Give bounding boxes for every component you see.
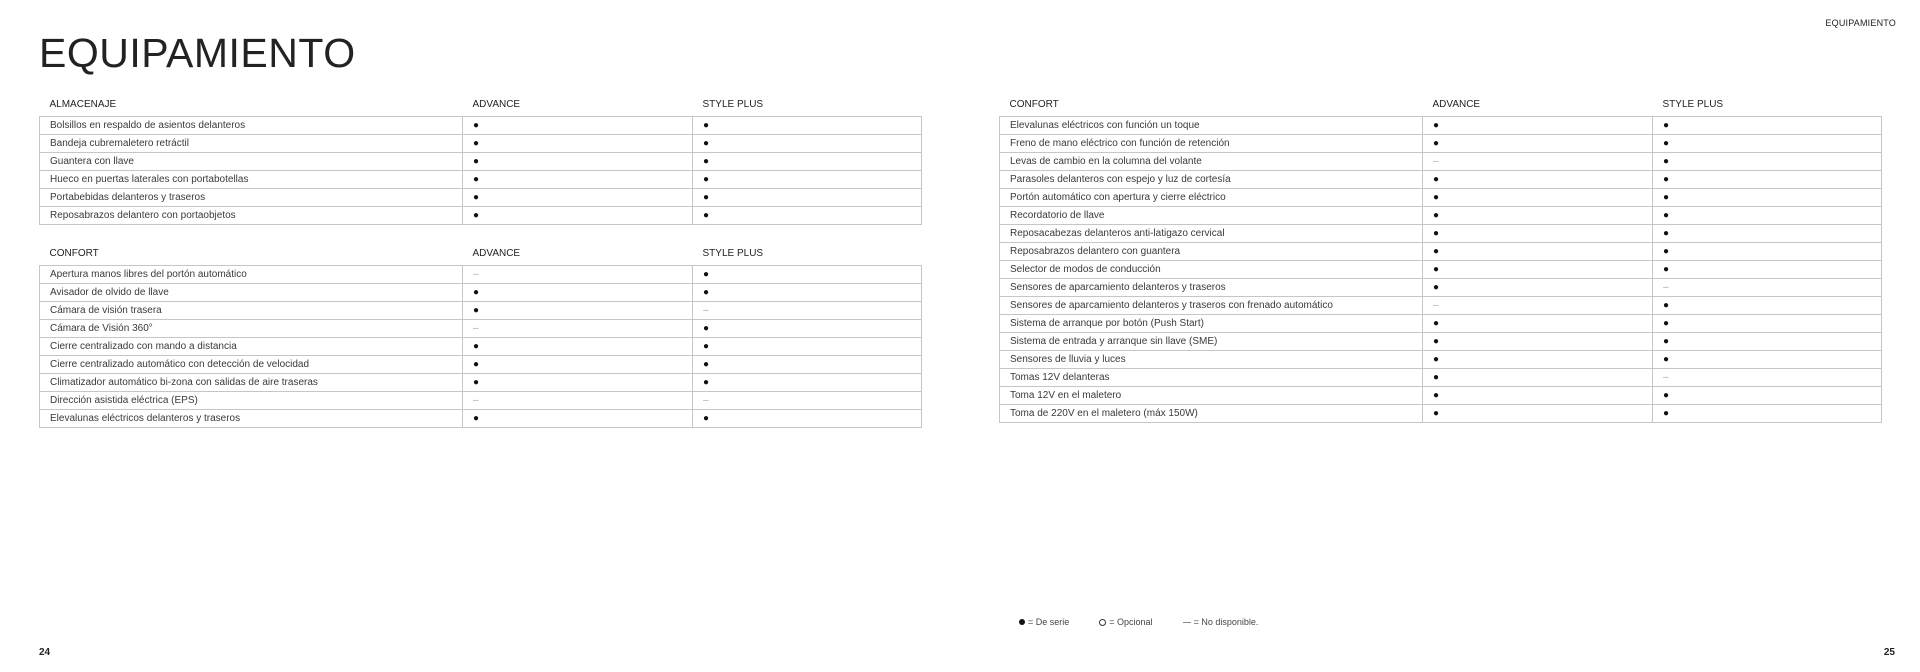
table-row [1000,332,1882,350]
feature-name: Portón automático con apertura y cierre eléctrico [1000,188,1423,206]
dash-icon [1183,622,1191,623]
standard-mark: ● [703,323,710,334]
table-row [1000,386,1882,404]
standard-mark: ● [1663,155,1670,167]
style-plus-availability [1653,116,1882,134]
style-plus-availability [1653,242,1882,260]
advance-availability [1423,404,1653,422]
style-plus-availability [1653,260,1882,278]
standard-mark: ● [1663,299,1670,311]
feature-name: Levas de cambio en la columna del volante [1000,152,1423,170]
standard-mark: ● [1433,227,1440,239]
feature-name: Hueco en puertas laterales con portabotellas [40,170,463,188]
standard-mark: ● [1663,389,1670,401]
standard-mark: ● [703,413,710,424]
feature-name: Sistema de entrada y arranque sin llave (SME) [1000,332,1423,350]
table-row [40,284,922,302]
feature-name: Sensores de aparcamiento delanteros y traseros con frenado automático [1000,296,1423,314]
style-plus-availability [1653,206,1882,224]
unavailable-mark: – [1663,281,1669,293]
feature-name: Cámara de visión trasera [40,302,463,320]
table-row [40,170,922,188]
column-header-advance: ADVANCE [472,98,521,110]
table-title: ALMACENAJE [49,98,117,110]
feature-name: Bandeja cubremaletero retráctil [40,134,463,152]
table-row [1000,188,1882,206]
style-plus-availability [1653,386,1882,404]
standard-mark: ● [1663,137,1670,149]
advance-availability [1423,314,1653,332]
style-plus-availability [1653,314,1882,332]
standard-mark: ● [473,191,480,203]
style-plus-availability [693,356,922,374]
style-plus-availability [693,374,922,392]
page-title: EQUIPAMIENTO [39,30,356,76]
advance-availability [463,356,693,374]
style-plus-availability [693,338,922,356]
legend-unavailable-label: = No disponible. [1193,617,1259,627]
style-plus-availability [1653,278,1882,296]
standard-mark: ● [1663,407,1670,419]
standard-mark: ● [473,287,480,298]
advance-availability [1423,278,1653,296]
advance-availability [463,116,693,134]
advance-availability [463,152,693,170]
feature-name: Reposabrazos delantero con guantera [1000,242,1423,260]
standard-mark: ● [1663,173,1670,185]
advance-availability [463,392,693,410]
open-circle-icon [1099,619,1106,626]
table-row [1000,206,1882,224]
advance-availability [1423,350,1653,368]
standard-mark: ● [473,377,480,388]
style-plus-availability [693,170,922,188]
standard-mark: ● [1433,263,1440,275]
standard-mark: ● [1663,353,1670,365]
feature-name: Reposabrazos delantero con portaobjetos [40,206,463,224]
advance-availability [1423,332,1653,350]
table-row [1000,260,1882,278]
feature-name: Climatizador automático bi-zona con salidas de aire traseras [40,374,463,392]
standard-mark: ● [703,119,710,131]
unavailable-mark: – [473,323,479,334]
table-row [1000,278,1882,296]
standard-mark: ● [1433,137,1440,149]
table-row [1000,152,1882,170]
legend-standard [1019,617,1069,627]
equipment-table [999,93,1882,423]
feature-name: Bolsillos en respaldo de asientos delanteros [40,116,463,134]
standard-mark: ● [1433,173,1440,185]
page-number-right: 25 [1883,647,1895,658]
standard-mark: ● [703,191,710,203]
style-plus-availability [1653,296,1882,314]
table-row [1000,116,1882,134]
table-row [1000,134,1882,152]
table-row [1000,296,1882,314]
standard-mark: ● [703,377,710,388]
equipment-table [39,243,922,429]
section-label: EQUIPAMIENTO [1825,18,1896,28]
table-row [40,374,922,392]
standard-mark: ● [473,137,480,149]
advance-availability [463,266,693,284]
advance-availability [1423,170,1653,188]
standard-mark: ● [473,119,480,131]
left-column [39,93,921,446]
feature-name: Freno de mano eléctrico con función de retención [1000,134,1423,152]
table-row [40,266,922,284]
table-row [40,152,922,170]
advance-availability [1423,116,1653,134]
standard-mark: ● [1433,407,1440,419]
table-row [40,410,922,428]
standard-mark: ● [1663,209,1670,221]
feature-name: Portabebidas delanteros y traseros [40,188,463,206]
unavailable-mark: – [473,269,479,280]
feature-name: Selector de modos de conducción [1000,260,1423,278]
unavailable-mark: – [1433,155,1439,167]
feature-name: Elevalunas eléctricos con función un toque [1000,116,1423,134]
style-plus-availability [693,134,922,152]
legend-unavailable [1183,617,1259,627]
style-plus-availability [693,410,922,428]
style-plus-availability [1653,224,1882,242]
standard-mark: ● [1433,119,1440,131]
standard-mark: ● [1663,263,1670,275]
advance-availability [463,188,693,206]
equipment-table [39,93,922,225]
advance-availability [463,374,693,392]
advance-availability [1423,242,1653,260]
unavailable-mark: – [473,395,479,406]
style-plus-availability [693,392,922,410]
standard-mark: ● [703,173,710,185]
table-row [40,320,922,338]
standard-mark: ● [1663,335,1670,347]
style-plus-availability [693,152,922,170]
table-row [40,188,922,206]
right-column [999,93,1881,441]
standard-mark: ● [1433,389,1440,401]
advance-availability [463,320,693,338]
feature-name: Reposacabezas delanteros anti-latigazo cervical [1000,224,1423,242]
standard-mark: ● [1433,209,1440,221]
standard-mark: ● [473,155,480,167]
feature-name: Dirección asistida eléctrica (EPS) [40,392,463,410]
feature-name: Toma de 220V en el maletero (máx 150W) [1000,404,1423,422]
column-header-advance: ADVANCE [1432,98,1481,110]
standard-mark: ● [1433,245,1440,257]
standard-mark: ● [1663,191,1670,203]
table-row [1000,404,1882,422]
advance-availability [463,134,693,152]
feature-name: Sensores de aparcamiento delanteros y traseros [1000,278,1423,296]
advance-availability [463,206,693,224]
feature-name: Guantera con llave [40,152,463,170]
advance-availability [1423,260,1653,278]
feature-name: Sensores de lluvia y luces [1000,350,1423,368]
style-plus-availability [693,188,922,206]
standard-mark: ● [1433,353,1440,365]
style-plus-availability [693,320,922,338]
advance-availability [1423,368,1653,386]
feature-name: Toma 12V en el maletero [1000,386,1423,404]
column-header-advance: ADVANCE [472,248,521,260]
standard-mark: ● [1663,227,1670,239]
style-plus-availability [1653,404,1882,422]
advance-availability [1423,188,1653,206]
standard-mark: ● [1663,317,1670,329]
advance-availability [1423,152,1653,170]
standard-mark: ● [473,359,480,370]
standard-mark: ● [1663,119,1670,131]
legend-optional-label: = Opcional [1109,617,1153,627]
legend-optional [1099,617,1152,627]
standard-mark: ● [703,341,710,352]
standard-mark: ● [703,209,710,221]
advance-availability [1423,134,1653,152]
table-row [40,356,922,374]
style-plus-availability [1653,188,1882,206]
column-header-style-plus: STYLE PLUS [702,248,764,260]
table-row [1000,224,1882,242]
standard-mark: ● [473,305,480,316]
unavailable-mark: – [703,305,709,316]
unavailable-mark: – [1663,371,1669,383]
standard-mark: ● [703,269,710,280]
standard-mark: ● [1663,245,1670,257]
table-row [1000,242,1882,260]
feature-name: Avisador de olvido de llave [40,284,463,302]
style-plus-availability [693,116,922,134]
table-row [40,116,922,134]
table-row [1000,314,1882,332]
column-header-style-plus: STYLE PLUS [702,98,764,110]
standard-mark: ● [1433,281,1440,293]
feature-name: Recordatorio de llave [1000,206,1423,224]
standard-mark: ● [703,359,710,370]
standard-mark: ● [1433,371,1440,383]
standard-mark: ● [1433,335,1440,347]
standard-mark: ● [473,173,480,185]
advance-availability [1423,206,1653,224]
unavailable-mark: – [1433,299,1439,311]
style-plus-availability [1653,368,1882,386]
table-row [1000,368,1882,386]
table-row [40,392,922,410]
column-header-style-plus: STYLE PLUS [1662,98,1724,110]
standard-mark: ● [703,137,710,149]
table-title: CONFORT [1009,98,1059,110]
page-number-left: 24 [39,647,51,658]
advance-availability [463,170,693,188]
table-row [1000,350,1882,368]
table-row [40,302,922,320]
standard-mark: ● [473,413,480,424]
style-plus-availability [693,284,922,302]
feature-name: Apertura manos libres del portón automático [40,266,463,284]
feature-name: Sistema de arranque por botón (Push Start) [1000,314,1423,332]
advance-availability [463,302,693,320]
feature-name: Parasoles delanteros con espejo y luz de cortesía [1000,170,1423,188]
advance-availability [463,410,693,428]
standard-mark: ● [1433,317,1440,329]
feature-name: Cierre centralizado con mando a distancia [40,338,463,356]
table-row [40,134,922,152]
standard-mark: ● [703,155,710,167]
style-plus-availability [1653,350,1882,368]
standard-mark: ● [1433,191,1440,203]
legend-standard-label: = De serie [1028,617,1070,627]
advance-availability [1423,386,1653,404]
advance-availability [463,338,693,356]
table-header-row [40,243,922,266]
table-row [40,338,922,356]
table-title: CONFORT [49,248,99,260]
filled-circle-icon [1019,619,1025,625]
style-plus-availability [1653,152,1882,170]
table-row [40,206,922,224]
style-plus-availability [693,206,922,224]
style-plus-availability [693,302,922,320]
feature-name: Elevalunas eléctricos delanteros y traseros [40,410,463,428]
table-row [1000,170,1882,188]
style-plus-availability [1653,134,1882,152]
table-header-row [40,93,922,116]
unavailable-mark: – [703,395,709,406]
legend [1019,617,1258,627]
advance-availability [463,284,693,302]
style-plus-availability [1653,332,1882,350]
style-plus-availability [693,266,922,284]
table-header-row [1000,93,1882,116]
standard-mark: ● [473,341,480,352]
advance-availability [1423,224,1653,242]
standard-mark: ● [473,209,480,221]
feature-name: Cámara de Visión 360° [40,320,463,338]
feature-name: Cierre centralizado automático con detección de velocidad [40,356,463,374]
standard-mark: ● [703,287,710,298]
advance-availability [1423,296,1653,314]
style-plus-availability [1653,170,1882,188]
feature-name: Tomas 12V delanteras [1000,368,1423,386]
